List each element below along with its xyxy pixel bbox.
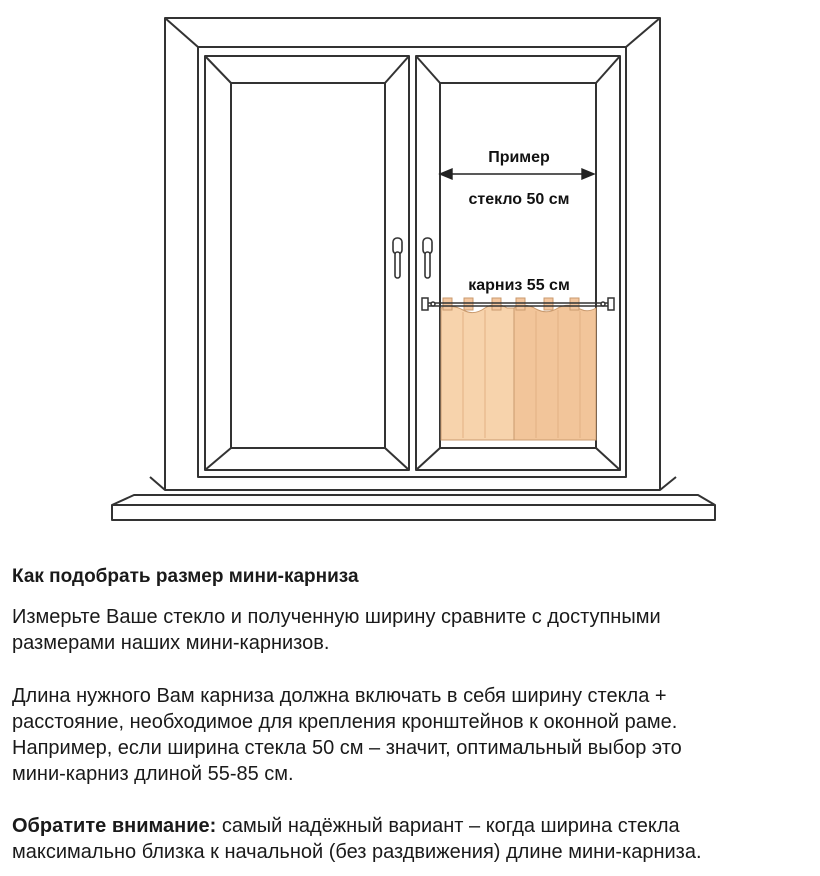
label-rod-length: карниз 55 см: [468, 277, 570, 294]
paragraph-rod-length: [12, 683, 682, 787]
label-glass-width: стекло 50 см: [468, 191, 570, 208]
section-heading: Как подобрать размер мини-карниза: [12, 566, 359, 587]
paragraph-measure: [12, 604, 661, 656]
note-text: максимально близка к начальной (без раздвижения) длине мини-карниза.: [12, 841, 702, 863]
left-sash: [205, 56, 409, 470]
paragraph-line: Например, если ширина стекла 50 см – значит, оптимальный выбор это: [12, 737, 682, 759]
window-handles: [393, 238, 432, 278]
paragraph-line: Длина нужного Вам карниза должна включать в себя ширину стекла +: [12, 685, 667, 707]
window-sill: [112, 477, 715, 520]
glass-width-arrow: [440, 169, 594, 179]
note-text: самый надёжный вариант – когда ширина стекла: [216, 815, 680, 837]
paragraph-line: Измерьте Ваше стекло и полученную ширину сравните с доступными: [12, 606, 661, 628]
paragraph-note: [12, 813, 702, 865]
label-example: Пример: [488, 149, 550, 166]
cafe-curtain: [441, 298, 596, 440]
note-label: Обратите внимание:: [12, 815, 217, 837]
paragraph-line: расстояние, необходимое для крепления кронштейнов к оконной раме.: [12, 711, 678, 733]
paragraph-line: мини-карниз длиной 55-85 см.: [12, 763, 294, 785]
paragraph-line: размерами наших мини-карнизов.: [12, 632, 330, 654]
